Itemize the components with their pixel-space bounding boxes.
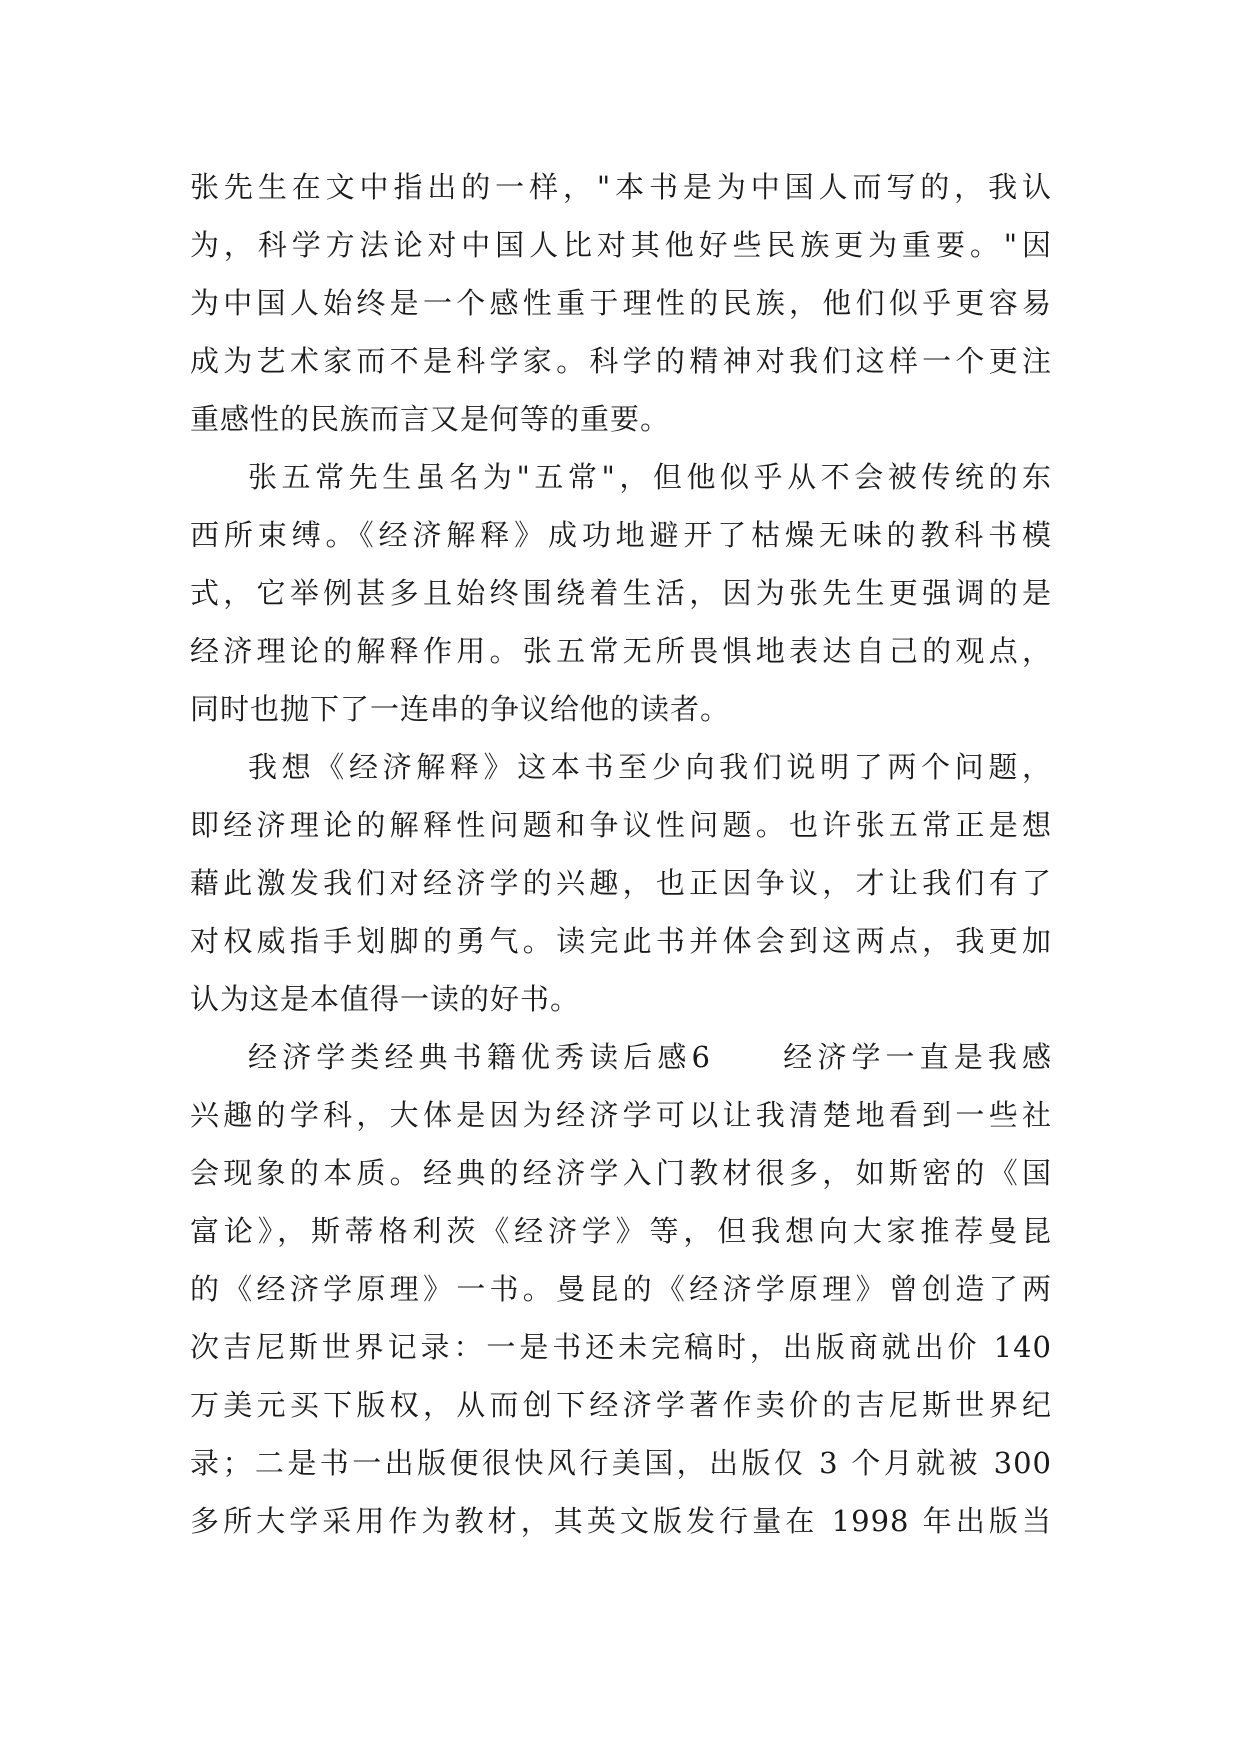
text-line: 的《经济学原理》一书。曼昆的《经济学原理》曾创造了两 xyxy=(190,1272,1052,1306)
text-line: 为中国人始终是一个感性重于理性的民族，他们似乎更容易 xyxy=(190,286,1052,320)
text-line: 同时也抛下了一连串的争议给他的读者。 xyxy=(190,692,731,726)
text-line: 经济理论的解释作用。张五常无所畏惧地表达自己的观点， xyxy=(190,634,1052,668)
text-line: 会现象的本质。经典的经济学入门教材很多，如斯密的《国 xyxy=(190,1156,1052,1190)
text-line: 西所束缚。《经济解释》成功地避开了枯燥无味的教科书模 xyxy=(190,518,1052,552)
paragraph-4 xyxy=(190,1028,1052,1550)
text-line: 即经济理论的解释性问题和争议性问题。也许张五常正是想 xyxy=(190,808,1052,842)
text-line: 认为这是本值得一读的好书。 xyxy=(190,982,581,1016)
text-line: 张五常先生虽名为"五常"，但他似乎从不会被传统的东 xyxy=(248,460,1052,494)
text-line: 万美元买下版权，从而创下经济学著作卖价的吉尼斯世界纪 xyxy=(190,1388,1052,1422)
paragraph-2 xyxy=(190,448,1052,738)
text-line: 富论》，斯蒂格利茨《经济学》等，但我想向大家推荐曼昆 xyxy=(190,1214,1052,1248)
text-line: 次吉尼斯世界记录：一是书还未完稿时，出版商就出价 140 xyxy=(190,1330,1052,1364)
text-line: 经济学类经典书籍优秀读后感6 经济学一直是我感 xyxy=(248,1040,1052,1074)
paragraph-1 xyxy=(190,158,1052,448)
paragraph-3 xyxy=(190,738,1052,1028)
text-line: 成为艺术家而不是科学家。科学的精神对我们这样一个更注 xyxy=(190,344,1052,378)
text-line: 重感性的民族而言又是何等的重要。 xyxy=(190,402,671,436)
text-line: 多所大学采用作为教材，其英文版发行量在 1998 年出版当 xyxy=(190,1504,1052,1538)
text-line: 张先生在文中指出的一样，"本书是为中国人而写的，我认 xyxy=(190,170,1052,204)
text-line: 对权威指手划脚的勇气。读完此书并体会到这两点，我更加 xyxy=(190,924,1052,958)
text-line: 为，科学方法论对中国人比对其他好些民族更为重要。"因 xyxy=(190,228,1052,262)
text-line: 式，它举例甚多且始终围绕着生活，因为张先生更强调的是 xyxy=(190,576,1052,610)
text-line: 我想《经济解释》这本书至少向我们说明了两个问题， xyxy=(248,750,1052,784)
text-line: 藉此激发我们对经济学的兴趣，也正因争议，才让我们有了 xyxy=(190,866,1052,900)
document-body xyxy=(190,158,1052,1550)
text-line: 录；二是书一出版便很快风行美国，出版仅 3 个月就被 300 xyxy=(190,1446,1052,1480)
text-line: 兴趣的学科，大体是因为经济学可以让我清楚地看到一些社 xyxy=(190,1098,1052,1132)
